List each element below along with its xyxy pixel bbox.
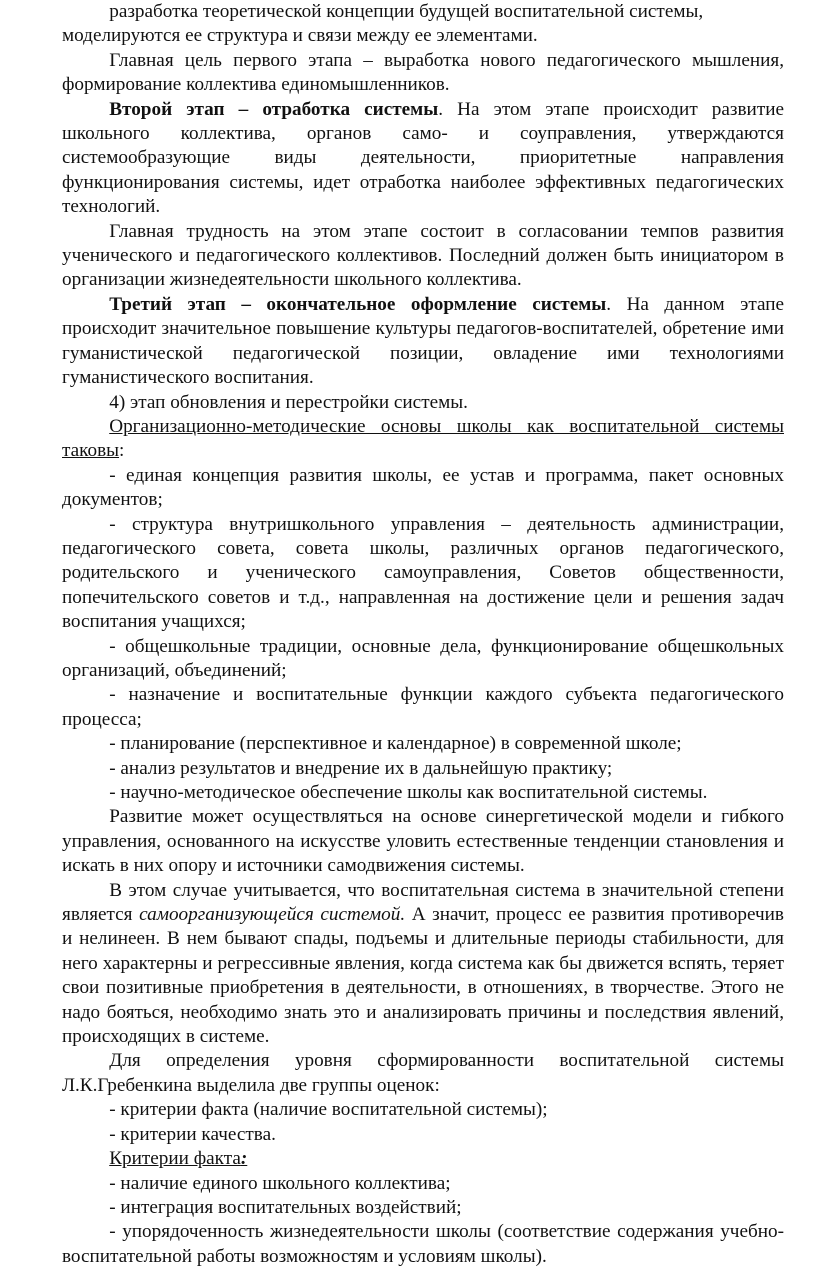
third-stage-text: . На данном этапе происходит значительное повышение культуры педагогов-воспитателей, обретение ими гуманистической педагогической позиции, овладение ими технологиями гуманистического воспитания.: [62, 293, 784, 389]
main-difficulty-text: Главная трудность на этом этапе состоит в согласовании темпов развития ученического и педагогического коллективов. Последний должен быть инициатором в организации жизнедеятельности школьного коллектива.: [62, 220, 784, 291]
paragraph-first-stage-goal-text: Главная цель первого этапа – выработка нового педагогического мышления, формирование коллектива единомышленников.: [62, 49, 784, 96]
paragraph-main-difficulty: [62, 220, 784, 293]
paragraph-development: [62, 805, 784, 878]
list-item-integration: [62, 1196, 784, 1220]
list-item-text: - упорядоченность жизнедеятельности школы (соответствие содержания учебно-воспитательной работы возможностям и условиям школы).: [62, 1221, 784, 1267]
evaluation-groups-text: Для определения уровня сформированности воспитательной системы Л.К.Гребенкина выделила две группы оценок:: [62, 1050, 784, 1096]
paragraph-self-organizing: [62, 879, 784, 1050]
document-page: [62, 0, 784, 1269]
list-item-text: - планирование (перспективное и календарное) в современной школе;: [109, 733, 682, 755]
fourth-stage-text: 4) этап обновления и перестройки системы.: [109, 391, 468, 413]
organizational-basis-colon: :: [119, 440, 125, 462]
list-item-quality-criteria: [62, 1123, 784, 1147]
list-item-text: - наличие единого школьного коллектива;: [109, 1172, 451, 1194]
paragraph-concept: [62, 0, 784, 24]
paragraph-first-stage-goal: [62, 49, 784, 98]
list-item-text: - общешкольные традиции, основные дела, функционирование общешкольных организаций, объединений;: [62, 635, 784, 681]
fact-criteria-heading-text: Критерии факта: [109, 1148, 241, 1170]
paragraph-evaluation-groups: [62, 1049, 784, 1098]
self-organizing-text-b: А значит, процесс ее развития противоречив и нелинеен. В нем бывают спады, подъемы и длительные периоды стабильности, для него характерны и регрессивные явления, когда система как бы движется вспять, теряет свои позитивные приобретения в деятельности, в отношениях, в творчестве. Этого не надо бояться, необходимо знать это и анализировать причины и последствия явлений, происходящих в системе.: [62, 904, 784, 1048]
third-stage-heading: Третий этап – окончательное оформление системы: [109, 293, 607, 315]
self-organizing-term: самоорганизующейся системой.: [139, 904, 406, 926]
list-item-planning: [62, 732, 784, 756]
paragraph-concept-text: моделируются ее структура и связи между ее элементами.: [62, 25, 538, 47]
paragraph-concept-continued: [62, 24, 784, 48]
list-item-management-structure: [62, 513, 784, 635]
list-item-text: - научно-методическое обеспечение школы как воспитательной системы.: [109, 782, 708, 803]
list-item-traditions: [62, 635, 784, 684]
organizational-basis-heading: Организационно-методические основы школы как воспитательной системы таковы: [62, 415, 784, 462]
second-stage-text: . На этом этапе происходит развитие школьного коллектива, органов само- и соуправления, утверждаются системообразующие виды деятельности, приоритетные направления функционирования системы, идет отработка наиболее эффективных педагогических технологий.: [62, 98, 784, 218]
list-item-methodical-support: [62, 781, 784, 805]
list-item-text: - критерии качества.: [109, 1123, 276, 1145]
self-organizing-text-a: В этом случае учитывается, что воспитательная система в значительной степени является: [62, 879, 784, 926]
list-item-text: - критерии факта (наличие воспитательной системы);: [109, 1099, 548, 1121]
list-item-concept: [62, 464, 784, 513]
list-item-text: - структура внутришкольного управления – деятельность администрации, педагогического совета, совета школы, различных органов педагогического, родительского и ученического самоуправления, Советов общественности, попечительского советов и т.д., направленная на достижение цели и решения задач воспитания учащихся;: [62, 513, 784, 633]
list-item-functions: [62, 683, 784, 732]
list-item-text: - интеграция воспитательных воздействий;: [109, 1196, 462, 1218]
list-item-text: - анализ результатов и внедрение их в дальнейшую практику;: [109, 757, 613, 779]
development-text: Развитие может осуществляться на основе синергетической модели и гибкого управления, основанного на искусстве уловить естественные тенденции становления и искать в них опору и источники самодвижения системы.: [62, 806, 784, 877]
second-stage-heading: Второй этап – отработка системы: [109, 98, 439, 120]
paragraph-fourth-stage: [62, 391, 784, 415]
list-item-unified-collective: [62, 1172, 784, 1196]
list-item-text: - единая концепция развития школы, ее устав и программа, пакет основных документов;: [62, 464, 784, 511]
fact-criteria-heading: [62, 1147, 784, 1171]
paragraph-organizational-basis: [62, 415, 784, 464]
list-item-text: - назначение и воспитательные функции каждого субъекта педагогического процесса;: [62, 684, 784, 730]
fact-criteria-colon: :: [240, 1148, 248, 1170]
list-item-orderliness: [62, 1220, 784, 1269]
list-item-fact-criteria: [62, 1098, 784, 1122]
paragraph-third-stage: [62, 293, 784, 391]
paragraph-second-stage: [62, 98, 784, 220]
paragraph-concept-line1: разработка теоретической концепции будущей воспитательной системы,: [109, 1, 704, 22]
list-item-analysis: [62, 757, 784, 781]
